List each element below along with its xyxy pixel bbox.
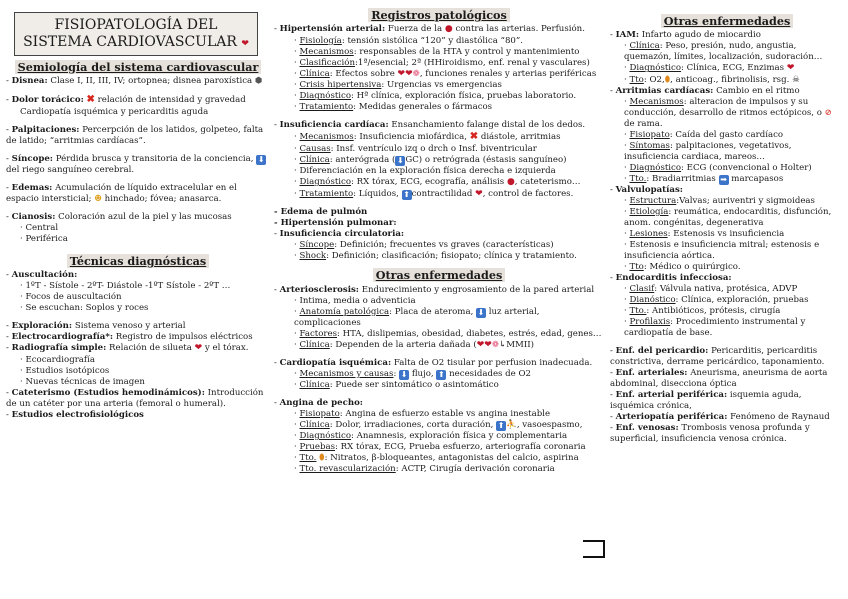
auscultacion-sub: · Se escuchan: Soplos y roces [20,303,149,314]
pill-icon: ⬮ [664,74,671,85]
brain-icon: ❁ [491,339,500,350]
angina-item: - Angina de pecho: [274,398,363,409]
column-otras [610,6,844,445]
angina-sub: · Diagnóstico: Anamnesis, exploración física y complementaria [294,431,568,442]
ic-sub: · Diagnóstico: RX tórax, ECG, ecografía, análisis ●, cateterismo… [294,177,581,188]
angina-sub: · Pruebas: RX tórax, ECG, Prueba esfuerzo, arteriografía coronaria [294,442,586,453]
arterio-sub: · Anatomía patológica: Placa de ateroma, ⬇ luz arterial, complicaciones [294,306,540,328]
arritmias-sub: · Tto.: Bradiarritmias ➡ marcapasos [624,173,784,184]
valvulo-sub: · Estructura:Valvas; auriventri y sigmoideas [624,195,815,206]
arritmias-sub: · Síntomas: palpitaciones, vegetativos, insuficiencia cardiaca, mareos… [624,140,792,162]
x-icon: ✖ [469,131,479,143]
arritmias-item: - Arritmias cardíacas: Cambio en el ritmo [610,85,800,96]
dolor-item: - Dolor torácico: ✖ relación de intensidad y gravedad [6,93,246,105]
x-icon: ✖ [86,93,95,105]
angina-sub: · Fisiopato: Angina de esfuerzo estable vs angina inestable [294,409,551,420]
arterio-sub: · Clínica: Dependen de la arteria dañada (❤❤❁↳MMII) [294,339,534,350]
endocarditis-item: - Endocarditis infecciosa: [610,272,732,283]
cianosis-central: · Central [20,222,59,233]
lung-icon: ⬢ [254,75,263,86]
arrow-down-icon: ⬇ [477,307,485,317]
bracket-line [583,540,605,558]
angina-sub: · Tto. ⬮: Nitratos, β-bloqueantes, antagonistas del calcio, aspirina [294,453,579,464]
arterio-item: - Arteriosclerosis: Endurecimiento y engrosamiento de la pared arterial [274,284,595,295]
hta-sub: · Clínica: Efectos sobre ❤❤❁, funciones renales y arterias periféricas [294,68,597,79]
exploracion-item: - Exploración: Sistema venoso y arterial [6,321,186,332]
endo-sub: · Dianóstico: Clínica, exploración, pruebas [624,294,809,305]
ic-sub: · Mecanismos: Insuficiencia miofárdica, ✖ diástole, arritmias [294,131,561,143]
valvulo-sub: · Tto: Médico o quirúrgico. [624,261,741,272]
iam-item: - IAM: Infarto agudo de miocardio [610,30,761,41]
heart-icon: ❤❤ [476,339,492,350]
page-title: FISIOPATOLOGÍA DEL SISTEMA CARDIOVASCULAR ❤ [14,12,258,56]
otras3-header: Otras enfermedades [610,14,844,28]
auscultacion-item: - Auscultación: [6,270,78,281]
hta-sub: · Tratamiento: Medidas generales o fármacos [294,102,493,113]
palpitaciones-item: - Palpitaciones: Percerpción de los latidos, golpeteo, falta de latido; “arritmias cardíacas”. [6,124,264,146]
edema-pulmon-item: - Edema de pulmón [274,207,368,218]
valvulopatias-item: - Valvulopatías: [610,184,683,195]
blood-drop-icon: ● [506,177,515,188]
prohibited-icon: ⊘ [824,107,832,118]
hta-sub: · Clasificación:1ª/esencial; 2ª (HHiroidismo, enf. renal y vasculares) [294,57,590,68]
endo-sub: · Profilaxis: Procedimiento instrumental y cardiopatía de base. [624,316,806,338]
heart-icon: ❤ [241,38,249,49]
ic-sub: · Tratamiento: Líquidos, ⬆ contractilidad ❤, control de factores. [294,188,574,199]
cardio-isq-sub: · Clínica: Puede ser sintomático o asintomático [294,380,499,391]
cardio-isq-item: - Cardiopatía isquémica: Falta de O2 tisular por perfusion inadecuada. [274,358,593,369]
angina-sub: · Clínica: Dolor, irradiaciones, corta duración, ⬆ ⛹, vasoespasmo, [294,420,583,431]
radiografia-sub: · Estudios isotópicos [20,365,110,376]
hta-sub: · Mecanismos: responsables de la HTA y control y mantenimiento [294,46,580,57]
blood-drop-icon: ● [444,24,453,35]
arteriales-item: - Enf. arteriales: Aneurisma, aneurisma de aorta abdominal, disecciona óptica [610,367,828,389]
robot-icon: ☠ [792,74,800,85]
ic-sub: · Diferenciación en la exploración física derecha e izquierda [294,166,556,177]
hipert-pulm-item: - Hipertensión pulmonar: [274,218,397,229]
column-semiologia [6,6,270,421]
arrow-down-icon: ⬇ [400,370,408,380]
arteriopatia-item: - Arteriopatía periférica: Fenómeno de Raynaud [610,411,830,422]
edemas-item: - Edemas: Acumulación de líquido extracelular en el espacio intersticial; ☻ hinchado; fóvea; anasarca. [6,182,237,204]
venosas-item: - Enf. venosas: Trombosis venosa profunda y superficial, insuficiencia venosa crónica. [610,422,810,444]
arterio-sub: · Factores: HTA, dislipemias, obesidad, diabetes, estrés, edad, genes… [294,328,602,339]
angina-sub: · Tto. revascularización: ACTP, Cirugía derivación coronaria [294,464,555,475]
hta-sub: · Fisiología: tensión sistólica “120” y diastólica “80”. [294,35,524,46]
arritmias-sub: · Fisiopato: Caída del gasto cardíaco [624,129,784,140]
radiografia-item: - Radiografía simple: Relación de silueta ❤ y el tórax. [6,343,249,354]
arrow-down-icon: ⬇ [257,154,265,164]
dolor-detail: Cardiopatía isquémica y pericarditis aguda [20,106,209,117]
leg-icon: ↳ [499,339,507,350]
cianosis-periferica: · Periférica [20,233,68,244]
hta-sub: · Crisis hipertensiva: Urgencias vs emergencias [294,80,502,91]
arritmias-sub: · Mecanismos: alteracion de impulsos y su conducción, desarrollo de ritmos ectópicos, o ⊘ de rama. [624,96,832,129]
ins-circ-sub: · Shock: Definición; clasificación; fisiopato; clínica y tratamiento. [294,251,577,262]
semiologia-header: Semiología del sistema cardiovascular [6,60,270,74]
cardio-isq-sub: · Mecanismos y causas: ⬇ flujo, ⬆ necesidades de O2 [294,369,532,380]
arrow-up-icon: ⬆ [438,370,445,380]
arrow-down-icon: ⬇ [396,156,404,166]
pericardio-item: - Enf. del pericardio: Pericarditis, pericarditis constrictiva, derrame pericárdico, taponamiento. [610,345,825,367]
brain-icon: ❁ [412,68,420,79]
endo-sub: · Tto.: Antibióticos, prótesis, cirugía [624,305,781,316]
cianosis-item: - Cianosis: Coloración azul de la piel y las mucosas [6,211,232,222]
cateterismo-item: - Cateterismo (Estudios hemodinámicos): Introducción de un catéter por una arteria (femoral o humeral). [6,387,264,409]
running-icon: ⛹ [506,420,517,431]
ic-item: - Insuficiencia cardíaca: Ensanchamiento falange distal de los dedos. [274,120,586,131]
tecnicas-header: Técnicas diagnósticas [6,254,270,268]
auscultacion-sub: · 1ºT - Sístole - 2ºT- Diástole -1ºT Sístole - 2ºT … [20,281,231,292]
ic-sub: · Clínica: anterógrada ( ⬇ GC) o retrógrada (éstasis sanguíneo) [294,155,567,166]
ic-sub: · Causas: Insf. ventrículo izq o drch o Insf. biventricular [294,144,537,155]
ins-circ-item: - Insuficiencia circulatoria: [274,229,405,240]
sincope-item: - Síncope: Pérdida brusca y transitoria de la conciencia, ⬇ del riego sanguíneo cerebral. [6,153,265,175]
electrofisio-item: - Estudios electrofisiológicos [6,409,144,420]
column-registros [274,6,604,475]
arrow-up-icon: ⬆ [497,421,505,431]
art-perif-item: - Enf. arterial periférica: isquemia aguda, isquémica crónica, [610,389,802,411]
iam-sub: · Diagnóstico: Clínica, ECG, Enzimas ❤ [624,63,795,74]
hta-sub: · Diagnóstico: Hª clínica, exploración física, pruebas laboratorio. [294,91,577,102]
electro-item: - Electrocardiografía*: Registro de impulsos eléctricos [6,332,253,343]
arrow-up-icon: ⬆ [403,189,410,199]
hta-item: - Hipertensión arterial: Fuerza de la ● contra las arterias. Perfusión. [274,24,585,35]
radiografia-sub: · Ecocardiografía [20,354,95,365]
heart-icon: ❤❤ [397,68,413,79]
heart-icon: ❤ [194,343,203,354]
otras-header: Otras enfermedades [274,268,604,282]
pill-icon: ⬮ [319,453,325,464]
arrow-right-icon: ➡ [720,174,727,184]
endo-sub: · Clasif: Válvula nativa, protésica, ADVP [624,283,798,294]
iam-sub: · Tto: O2,⬮, anticoag., fibrinolisis, rsg. ☠ [624,74,800,85]
registros-header: Registros patológicos [274,8,604,22]
auscultacion-sub: · Focos de auscultación [20,292,122,303]
radiografia-sub: · Nuevas técnicas de imagen [20,376,145,387]
arritmias-sub: · Diagnóstico: ECG (convencional o Holter) [624,162,812,173]
valvulo-sub: · Lesiones: Estenosis vs insuficiencia [624,228,785,239]
valvulo-sub: · Etiología: reumática, endocarditis, disfunción, anom. congénitas, degenerativa [624,206,832,228]
heart-icon: ❤ [786,63,795,74]
arterio-sub: · Intima, media o adventicia [294,295,416,306]
heart-icon: ❤ [475,188,483,199]
iam-sub: · Clínica: Peso, presión, nudo, angustia, quemazón, límites, localización, sudoración… [624,41,823,63]
ins-circ-sub: · Síncope: Definición; frecuentes vs graves (características) [294,240,554,251]
disnea-item: - Disnea: Clase I, II, III, IV; ortopnea; disnea paroxística ⬢ [6,75,263,86]
face-icon: ☻ [94,193,102,204]
valvulo-sub: · Estenosis e insuficiencia mitral; estenosis e insuficiencia aórtica. [624,239,820,261]
